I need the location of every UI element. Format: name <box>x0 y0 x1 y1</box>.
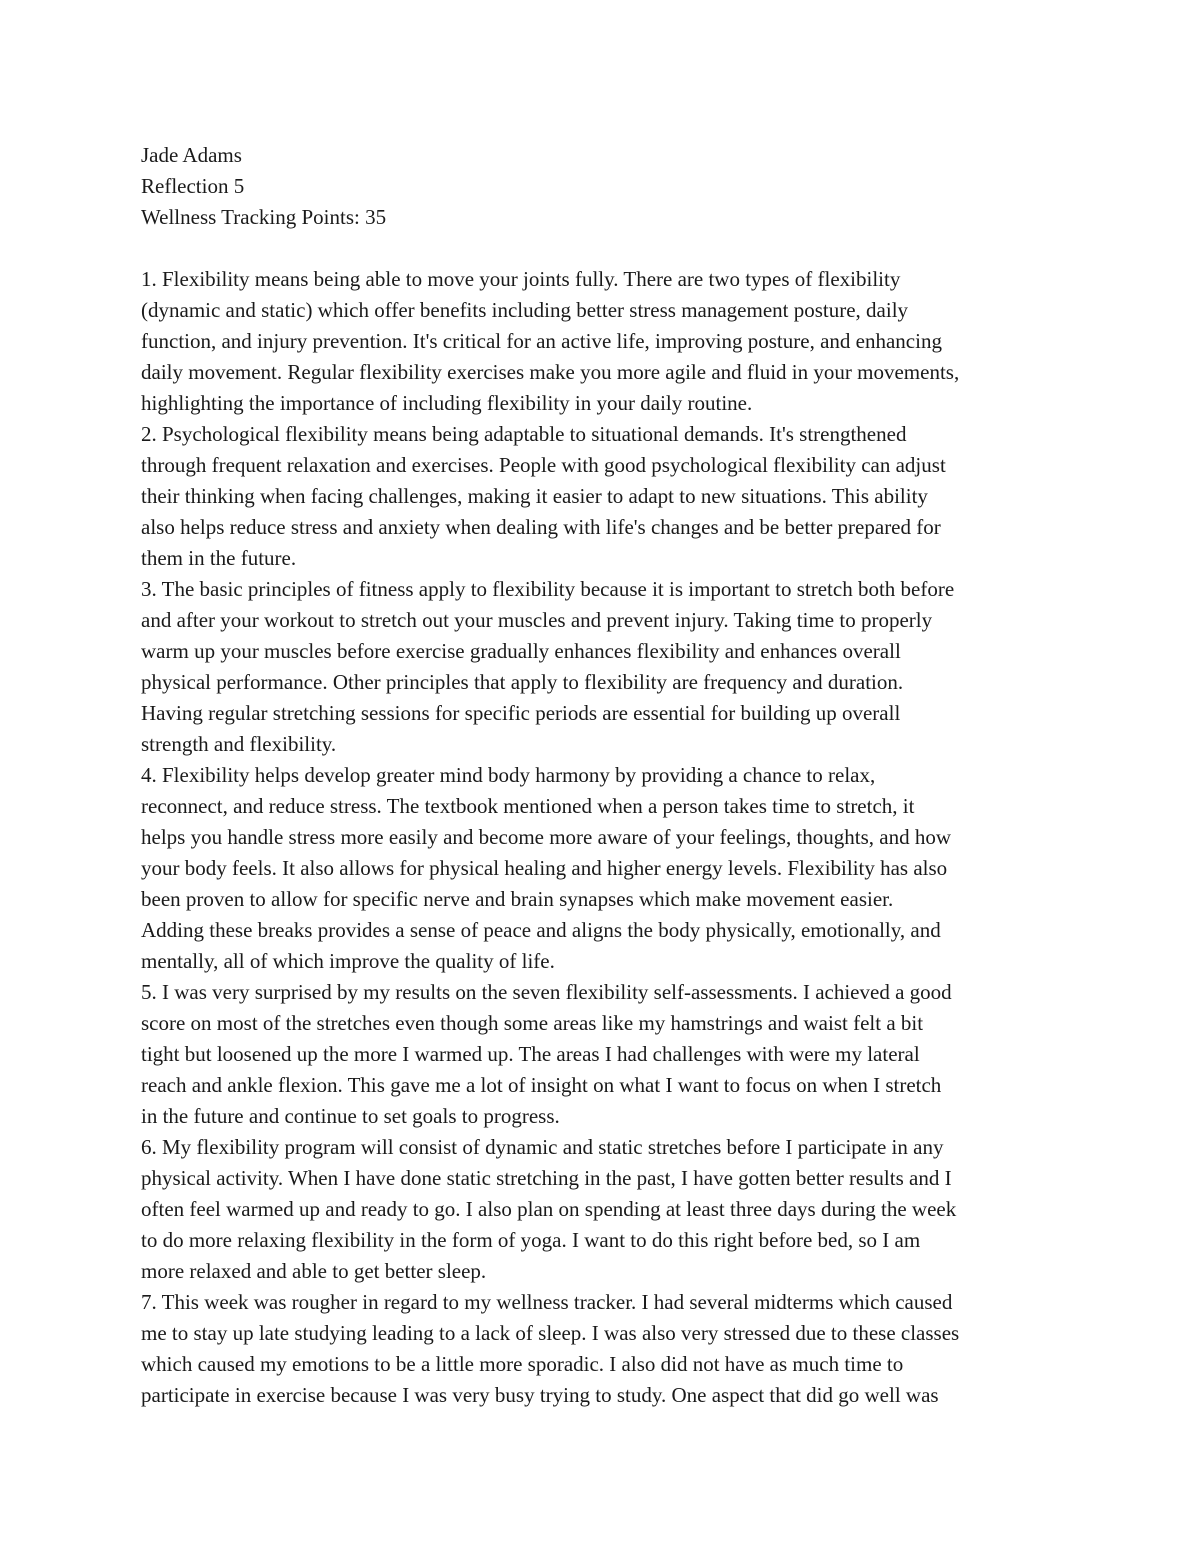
paragraph-1: 1. Flexibility means being able to move your joints fully. There are two types of flexibility (dynamic and static) which offer benefits including better stress management posture, daily function, and injury prevention. It's critical for an active life, improving posture, and enhancing daily movement. Regular flexibility exercises make you more agile and fluid in your movements, highlighting the importance of including flexibility in your daily routine. <box>141 267 960 415</box>
document-body <box>141 140 1071 1411</box>
blank-line <box>141 233 1071 264</box>
author-name: Jade Adams <box>141 143 242 167</box>
document-title: Reflection 5 <box>141 174 245 198</box>
paragraph-4: 4. Flexibility helps develop greater mind body harmony by providing a chance to relax, reconnect, and reduce stress. The textbook mentioned when a person takes time to stretch, it helps you handle stress more easily and become more aware of your feelings, thoughts, and how your body feels. It also allows for physical healing and higher energy levels. Flexibility has also been proven to allow for specific nerve and brain synapses which make movement easier. Adding these breaks provides a sense of peace and aligns the body physically, emotionally, and mentally, all of which improve the quality of life. <box>141 763 952 973</box>
points-line: Wellness Tracking Points: 35 <box>141 205 387 229</box>
paragraph-5: 5. I was very surprised by my results on the seven flexibility self-assessments. I achieved a good score on most of the stretches even though some areas like my hamstrings and waist felt a bit tight but loosened up the more I warmed up. The areas I had challenges with were my lateral reach and ankle flexion. This gave me a lot of insight on what I want to focus on when I stretch in the future and continue to set goals to progress. <box>141 980 952 1128</box>
paragraph-3: 3. The basic principles of fitness apply to flexibility because it is important to stretch both before and after your workout to stretch out your muscles and prevent injury. Taking time to properly warm up your muscles before exercise gradually enhances flexibility and enhances overall physical performance. Other principles that apply to flexibility are frequency and duration. Having regular stretching sessions for specific periods are essential for building up overall strength and flexibility. <box>141 577 955 756</box>
paragraph-7: 7. This week was rougher in regard to my wellness tracker. I had several midterms which caused me to stay up late studying leading to a lack of sleep. I was also very stressed due to these classes which caused my emotions to be a little more sporadic. I also did not have as much time to participate in exercise because I was very busy trying to study. One aspect that did go well was <box>141 1290 960 1407</box>
paragraph-2: 2. Psychological flexibility means being adaptable to situational demands. It's strengthened through frequent relaxation and exercises. People with good psychological flexibility can adjust their thinking when facing challenges, making it easier to adapt to new situations. This ability also helps reduce stress and anxiety when dealing with life's changes and be better prepared for them in the future. <box>141 422 946 570</box>
paragraph-6: 6. My flexibility program will consist of dynamic and static stretches before I participate in any physical activity. When I have done static stretching in the past, I have gotten better results and I often feel warmed up and ready to go. I also plan on spending at least three days during the week to do more relaxing flexibility in the form of yoga. I want to do this right before bed, so I am more relaxed and able to get better sleep. <box>141 1135 957 1283</box>
